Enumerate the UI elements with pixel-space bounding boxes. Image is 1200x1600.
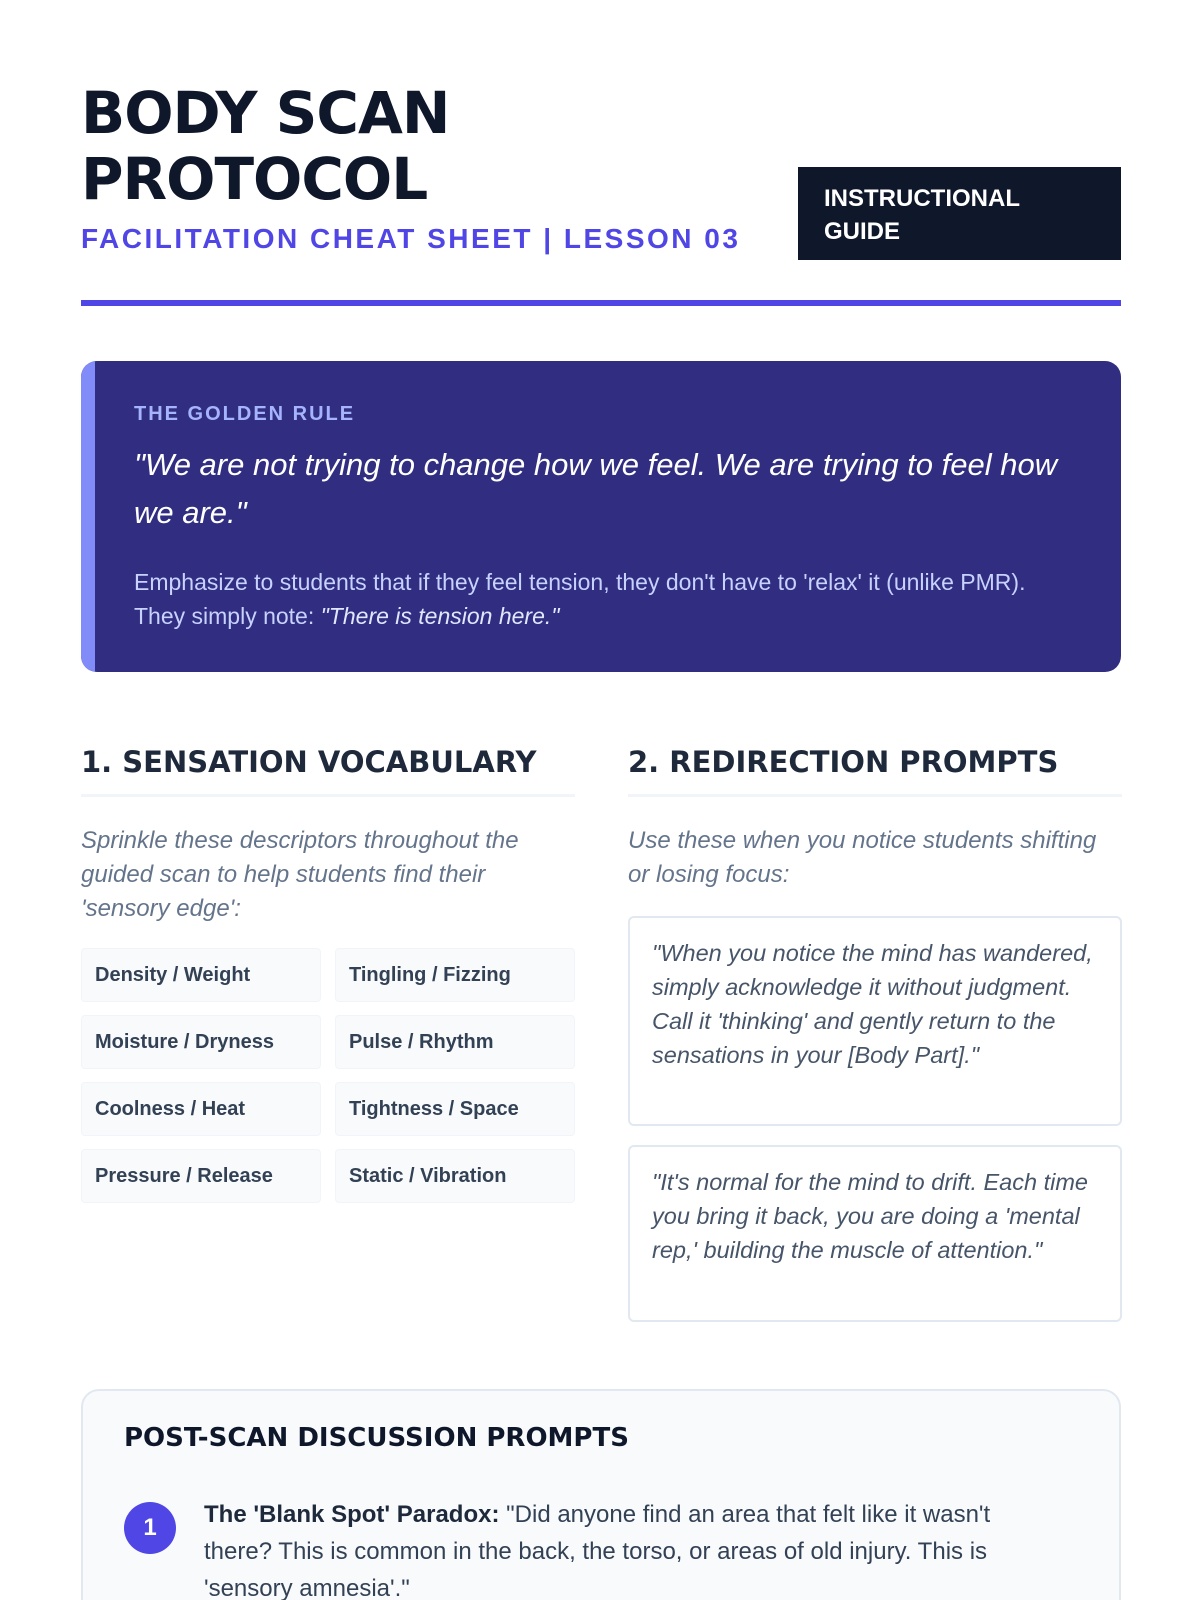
redirection-prompts-heading: 2. REDIRECTION PROMPTS — [628, 740, 1122, 797]
golden-rule-note-text: Emphasize to students that if they feel tension, they don't have to 'relax' it (unlike PMR). They simply note: — [134, 569, 1026, 629]
header-divider — [81, 300, 1121, 306]
badge-line-1: INSTRUCTIONAL — [824, 185, 1020, 212]
callout-accent-bar — [81, 361, 95, 672]
discussion-item-body: "Did anyone find an area that felt like it wasn't there? This is common in the back, the torso, or areas of old injury. This is 'sensory amnesia'." — [204, 1501, 991, 1600]
redirection-prompts-section — [628, 740, 1122, 1263]
golden-rule-quote: "We are not trying to change how we feel. We are trying to feel how we are." — [134, 447, 1058, 530]
page-title — [81, 80, 681, 212]
golden-rule-label: THE GOLDEN RULE — [134, 403, 356, 425]
post-scan-discussion-panel — [81, 1389, 1121, 1600]
discussion-item-label: The 'Blank Spot' Paradox: — [204, 1501, 500, 1528]
redirection-prompts-intro: Use these when you notice students shifting or losing focus: — [628, 827, 1097, 888]
golden-rule-callout — [81, 361, 1121, 672]
vocab-item: Pulse / Rhythm — [335, 1015, 575, 1069]
instructional-guide-badge — [798, 167, 1121, 260]
title-line-1: BODY SCAN — [81, 79, 450, 147]
redirection-prompt-card: "When you notice the mind has wandered, simply acknowledge it without judgment. Call it 'thinking' and gently return to the sensations in your [Body Part]." — [628, 916, 1122, 1126]
golden-rule-note — [134, 565, 1074, 633]
vocab-item: Pressure / Release — [81, 1149, 321, 1203]
discussion-number-badge: 1 — [124, 1502, 176, 1554]
page-header — [81, 80, 1121, 306]
badge-line-2: GUIDE — [824, 218, 901, 245]
vocab-item: Moisture / Dryness — [81, 1015, 321, 1069]
cheat-sheet-page — [81, 0, 1121, 1600]
discussion-item-text — [204, 1496, 1064, 1600]
vocab-item: Coolness / Heat — [81, 1082, 321, 1136]
vocab-item: Tingling / Fizzing — [335, 948, 575, 1002]
title-line-2: PROTOCOL — [81, 145, 428, 213]
page-subtitle: FACILITATION CHEAT SHEET | LESSON 03 — [81, 223, 741, 254]
discussion-heading: POST-SCAN DISCUSSION PROMPTS — [124, 1423, 629, 1453]
vocab-item: Static / Vibration — [335, 1149, 575, 1203]
vocab-item: Tightness / Space — [335, 1082, 575, 1136]
sensation-vocabulary-section — [81, 740, 575, 1187]
sensation-vocabulary-heading: 1. SENSATION VOCABULARY — [81, 740, 575, 797]
golden-rule-note-emphasis: "There is tension here." — [320, 603, 560, 629]
sensation-vocabulary-intro: Sprinkle these descriptors throughout the guided scan to help students find their 'sensory edge': — [81, 827, 519, 922]
vocabulary-grid — [81, 948, 575, 1203]
vocab-item: Density / Weight — [81, 948, 321, 1002]
redirection-prompt-card: "It's normal for the mind to drift. Each time you bring it back, you are doing a 'mental rep,' building the muscle of attention." — [628, 1145, 1122, 1322]
